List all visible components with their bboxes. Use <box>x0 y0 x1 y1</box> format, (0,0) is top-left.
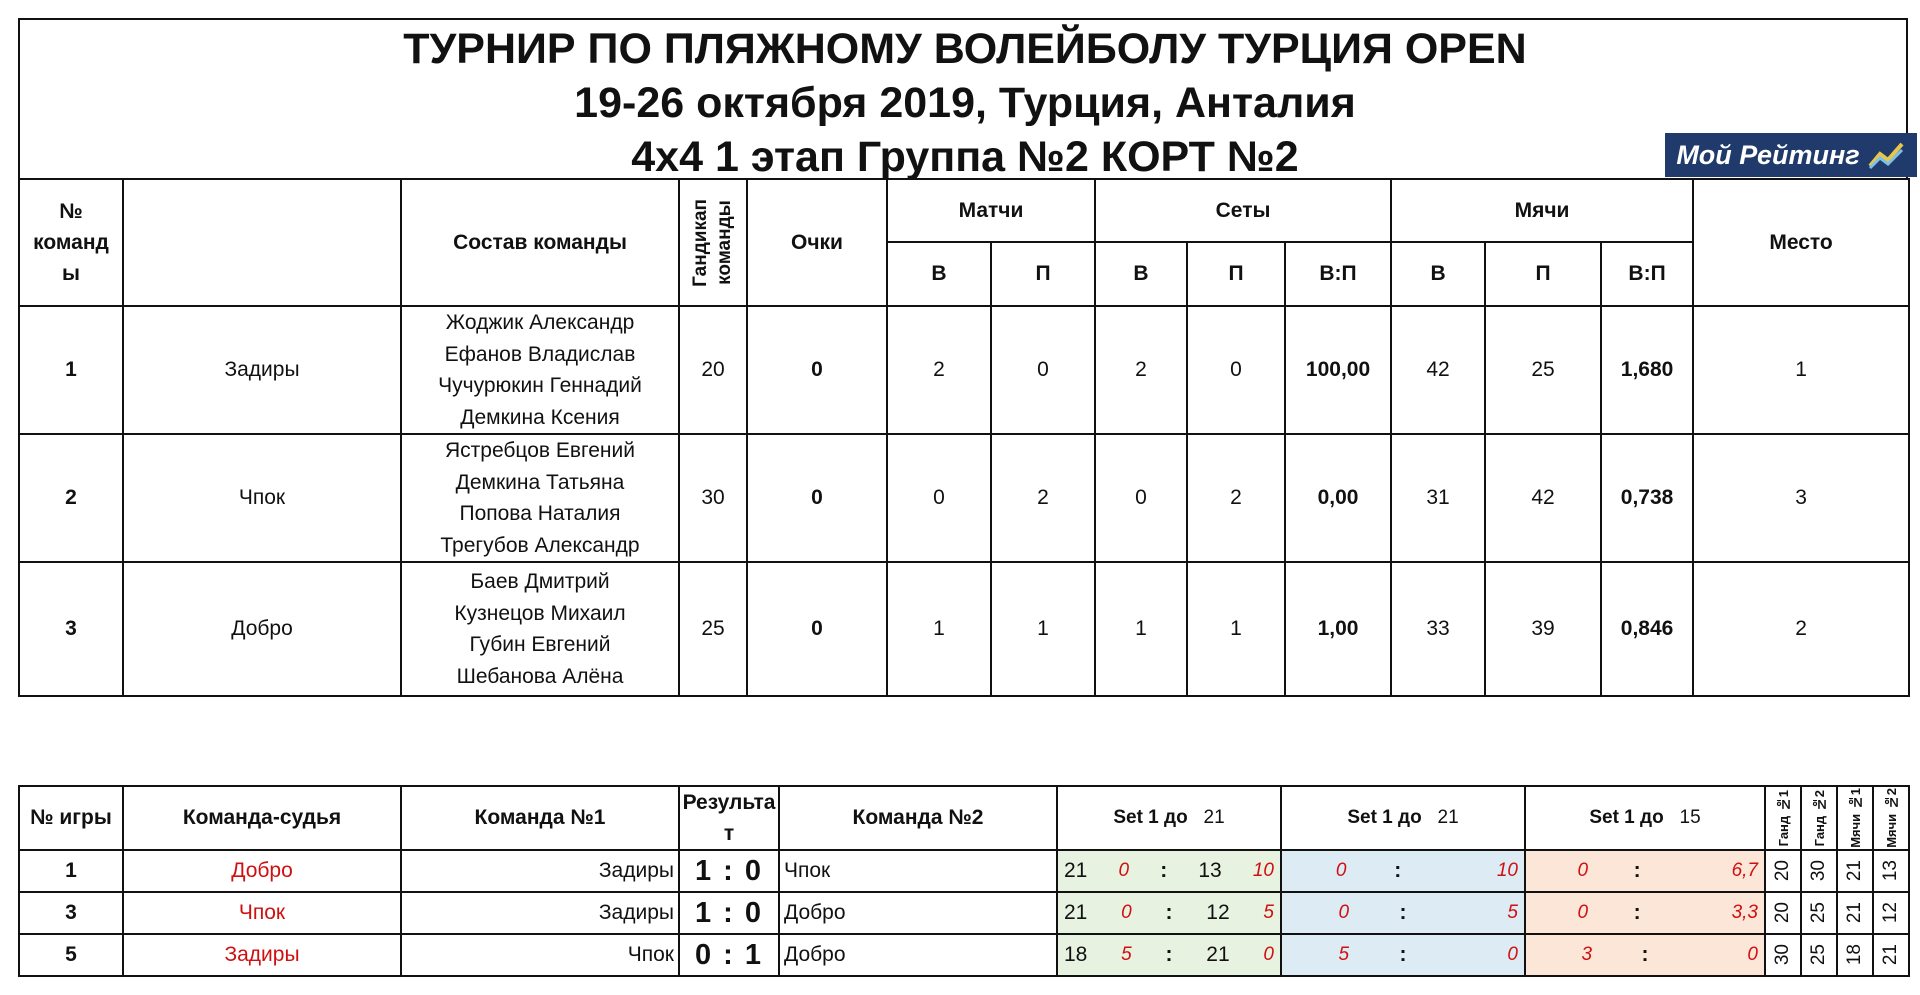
matches-lost: 0 <box>991 306 1095 434</box>
match-result: 0 : 1 <box>679 934 779 976</box>
logo-text: Мой Рейтинг <box>1676 139 1860 170</box>
set2-score: 5 : 0 <box>1281 934 1525 976</box>
team2-name: Добро <box>779 934 1057 976</box>
title-line-2: 19-26 октября 2019, Турция, Анталия <box>574 79 1356 127</box>
team-roster: Ястребцов Евгений Демкина Татьяна Попова Наталия Трегубов Александр <box>401 434 679 562</box>
team1-name: Задиры <box>401 850 679 892</box>
balls1: 21 <box>1837 850 1873 892</box>
header-game-number: № игры <box>19 786 123 850</box>
set1-score: 21 0 : 13 10 <box>1057 850 1281 892</box>
balls-ratio: 0,738 <box>1601 434 1693 562</box>
judge-team: Добро <box>123 850 401 892</box>
table-row <box>19 434 1909 562</box>
balls-lost: 42 <box>1485 434 1601 562</box>
header-balls-ratio: В:П <box>1601 242 1693 306</box>
header-team-number: № команд ы <box>19 179 123 306</box>
header-matches-lost: П <box>991 242 1095 306</box>
team-handicap: 20 <box>679 306 747 434</box>
balls1: 18 <box>1837 934 1873 976</box>
header-balls-won: В <box>1391 242 1485 306</box>
header-balls2: Мячи №2 <box>1873 786 1909 850</box>
header-team1: Команда №1 <box>401 786 679 850</box>
header-set3: Set 1 до 15 <box>1525 786 1765 850</box>
handicap1: 20 <box>1765 850 1801 892</box>
balls-won: 31 <box>1391 434 1485 562</box>
team-roster: Баев Дмитрий Кузнецов Михаил Губин Евгений Шебанова Алёна <box>401 562 679 696</box>
team-name: Задиры <box>123 306 401 434</box>
header-sets: Сеты <box>1095 179 1391 242</box>
header-handicap1: Ганд №1 <box>1765 786 1801 850</box>
sets-lost: 1 <box>1187 562 1285 696</box>
team2-name: Добро <box>779 892 1057 934</box>
team-name: Добро <box>123 562 401 696</box>
team-place: 1 <box>1693 306 1909 434</box>
table-row <box>19 892 1909 934</box>
team-roster: Жоджик Александр Ефанов Владислав Чучурюкин Геннадий Демкина Ксения <box>401 306 679 434</box>
header-set2: Set 1 до 21 <box>1281 786 1525 850</box>
handicap1: 20 <box>1765 892 1801 934</box>
matches-won: 0 <box>887 434 991 562</box>
header-handicap2: Ганд №2 <box>1801 786 1837 850</box>
team-place: 2 <box>1693 562 1909 696</box>
team-points: 0 <box>747 434 887 562</box>
header-team2: Команда №2 <box>779 786 1057 850</box>
match-result: 1 : 0 <box>679 850 779 892</box>
team-handicap: 25 <box>679 562 747 696</box>
team2-name: Чпок <box>779 850 1057 892</box>
team-number: 1 <box>19 306 123 434</box>
balls-won: 42 <box>1391 306 1485 434</box>
header-matches: Матчи <box>887 179 1095 242</box>
sets-ratio: 100,00 <box>1285 306 1391 434</box>
balls2: 13 <box>1873 850 1909 892</box>
matches-won: 2 <box>887 306 991 434</box>
header-team-name <box>123 179 401 306</box>
game-number: 3 <box>19 892 123 934</box>
header-points: Очки <box>747 179 887 306</box>
header-balls: Мячи <box>1391 179 1693 242</box>
chart-trend-icon <box>1868 140 1906 170</box>
set3-score: 0 : 6,7 <box>1525 850 1765 892</box>
sets-ratio: 0,00 <box>1285 434 1391 562</box>
team-number: 3 <box>19 562 123 696</box>
table-row <box>19 850 1909 892</box>
balls-won: 33 <box>1391 562 1485 696</box>
header-sets-ratio: В:П <box>1285 242 1391 306</box>
header-sets-won: В <box>1095 242 1187 306</box>
balls-lost: 39 <box>1485 562 1601 696</box>
team-points: 0 <box>747 306 887 434</box>
game-number: 1 <box>19 850 123 892</box>
matches-lost: 1 <box>991 562 1095 696</box>
header-result: Результа т <box>679 786 779 850</box>
matches-lost: 2 <box>991 434 1095 562</box>
matches-won: 1 <box>887 562 991 696</box>
table-row <box>19 306 1909 434</box>
set3-score: 3 : 0 <box>1525 934 1765 976</box>
game-number: 5 <box>19 934 123 976</box>
balls2: 12 <box>1873 892 1909 934</box>
set3-score: 0 : 3,3 <box>1525 892 1765 934</box>
team-name: Чпок <box>123 434 401 562</box>
table-row <box>19 562 1909 696</box>
header-roster: Состав команды <box>401 179 679 306</box>
header-sets-lost: П <box>1187 242 1285 306</box>
header-handicap: Гандикап команды <box>679 179 747 306</box>
sets-lost: 0 <box>1187 306 1285 434</box>
balls-lost: 25 <box>1485 306 1601 434</box>
balls2: 21 <box>1873 934 1909 976</box>
set2-score: 0 : 5 <box>1281 892 1525 934</box>
set2-score: 0 : 10 <box>1281 850 1525 892</box>
judge-team: Чпок <box>123 892 401 934</box>
team-handicap: 30 <box>679 434 747 562</box>
header-matches-won: В <box>887 242 991 306</box>
handicap1: 30 <box>1765 934 1801 976</box>
title-line-1: ТУРНИР ПО ПЛЯЖНОМУ ВОЛЕЙБОЛУ ТУРЦИЯ OPEN <box>403 25 1527 73</box>
balls-ratio: 0,846 <box>1601 562 1693 696</box>
team1-name: Задиры <box>401 892 679 934</box>
header-judge-team: Команда-судья <box>123 786 401 850</box>
header-set1: Set 1 до 21 <box>1057 786 1281 850</box>
balls1: 21 <box>1837 892 1873 934</box>
set1-score: 21 0 : 12 5 <box>1057 892 1281 934</box>
team-points: 0 <box>747 562 887 696</box>
team-place: 3 <box>1693 434 1909 562</box>
sets-won: 2 <box>1095 306 1187 434</box>
sets-lost: 2 <box>1187 434 1285 562</box>
header-balls1: Мячи №1 <box>1837 786 1873 850</box>
match-result: 1 : 0 <box>679 892 779 934</box>
header-balls-lost: П <box>1485 242 1601 306</box>
header-place: Место <box>1693 179 1909 306</box>
team1-name: Чпок <box>401 934 679 976</box>
sets-won: 1 <box>1095 562 1187 696</box>
logo <box>1665 133 1917 177</box>
handicap2: 30 <box>1801 850 1837 892</box>
judge-team: Задиры <box>123 934 401 976</box>
handicap2: 25 <box>1801 934 1837 976</box>
balls-ratio: 1,680 <box>1601 306 1693 434</box>
table-row <box>19 934 1909 976</box>
sets-won: 0 <box>1095 434 1187 562</box>
team-number: 2 <box>19 434 123 562</box>
set1-score: 18 5 : 21 0 <box>1057 934 1281 976</box>
sets-ratio: 1,00 <box>1285 562 1391 696</box>
handicap2: 25 <box>1801 892 1837 934</box>
games-table <box>18 785 1910 977</box>
standings-table <box>18 178 1910 697</box>
title-line-3: 4х4 1 этап Группа №2 КОРТ №2 <box>631 133 1299 181</box>
tournament-header <box>18 18 1908 181</box>
